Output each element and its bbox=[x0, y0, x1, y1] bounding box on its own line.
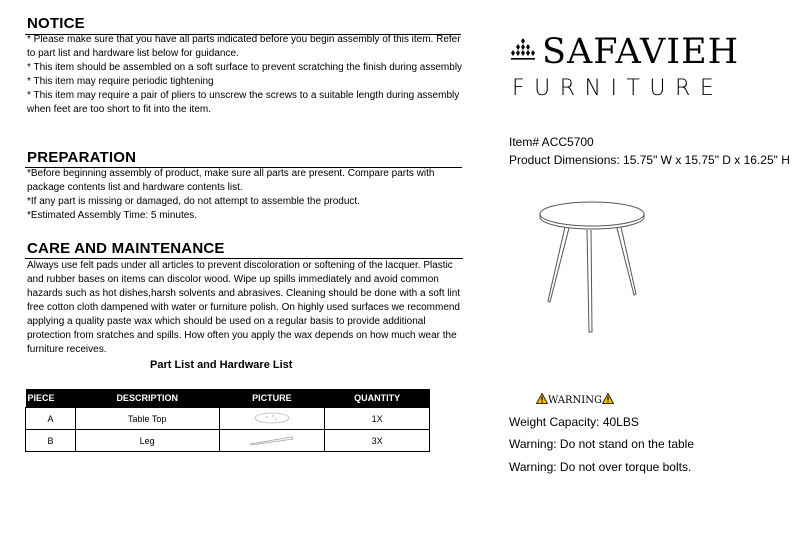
warning-no-overtorque: Warning: Do not over torque bolts. bbox=[509, 460, 692, 474]
parts-table bbox=[25, 389, 430, 452]
table-top-icon bbox=[252, 411, 292, 425]
quantity-cell: 3X bbox=[325, 430, 430, 452]
diamond-pattern-logo-icon bbox=[510, 38, 536, 62]
warning-heading bbox=[536, 393, 614, 406]
warning-triangle-icon bbox=[602, 393, 614, 404]
preparation-text bbox=[27, 167, 467, 223]
side-table-illustration bbox=[535, 198, 650, 338]
brand-name: SAFAVIEH bbox=[542, 32, 740, 72]
parts-table-header bbox=[26, 389, 430, 408]
preparation-line: *Estimated Assembly Time: 5 minutes. bbox=[27, 210, 198, 221]
notice-line: * This item may require a pair of pliers to unscrew the screws to a suitable length during assembly when feet are too short to fit into the item. bbox=[27, 90, 460, 115]
piece-cell: A bbox=[26, 408, 76, 430]
notice-title: NOTICE bbox=[27, 15, 85, 32]
weight-capacity: Weight Capacity: 40LBS bbox=[509, 415, 639, 429]
preparation-title: PREPARATION bbox=[27, 149, 137, 166]
care-title: CARE AND MAINTENANCE bbox=[27, 240, 225, 257]
brand-sub: FURNITURE bbox=[512, 76, 724, 101]
warning-no-stand: Warning: Do not stand on the table bbox=[509, 437, 695, 451]
parts-table-title: Part List and Hardware List bbox=[150, 359, 293, 371]
preparation-line: *Before beginning assembly of product, make sure all parts are present. Compare parts with package contents list and hardware contents list. bbox=[27, 168, 435, 193]
piece-cell: B bbox=[26, 430, 76, 452]
warning-heading-text: WARNING bbox=[548, 395, 602, 406]
col-header-quantity: QUANTITY bbox=[325, 389, 430, 408]
picture-cell bbox=[219, 430, 325, 452]
table-row bbox=[26, 430, 430, 452]
description-cell: Table Top bbox=[75, 408, 219, 430]
picture-cell bbox=[219, 408, 325, 430]
notice-line: * This item may require periodic tightening bbox=[27, 76, 214, 87]
col-header-description: DESCRIPTION bbox=[75, 389, 219, 408]
notice-line: * This item should be assembled on a soft surface to prevent scratching the finish during assembly bbox=[27, 62, 463, 73]
col-header-piece: PIECE bbox=[26, 389, 76, 408]
leg-icon bbox=[247, 433, 297, 447]
notice-line: * Please make sure that you have all parts indicated before you begin assembly of this item. Refer to part list and hardware list below for guidance. bbox=[27, 34, 461, 59]
care-paragraph: Always use felt pads under all articles to prevent discoloration or softening of the lacquer. Plastic and rubber bases on items can discolor wood. Wipe up spills immediately and avoid common hazards such as hot dishes,harsh solvents and abrasives. Cleaning should be done with a soft lint free cotton cloth dampened with water or furniture polish. On highly used surfaces we recommend applying a quality paste wax which should be used on a regular basis to provide additional protection from sratches and spills. How often you apply the wax depends on how much wear the furniture receives. bbox=[27, 260, 461, 355]
preparation-line: *If any part is missing or damaged, do not attempt to assemble the product. bbox=[27, 196, 360, 207]
table-row bbox=[26, 408, 430, 430]
quantity-cell: 1X bbox=[325, 408, 430, 430]
care-text bbox=[27, 259, 465, 357]
warning-triangle-icon bbox=[536, 393, 548, 404]
notice-text bbox=[27, 33, 467, 117]
col-header-picture: PICTURE bbox=[219, 389, 325, 408]
description-cell: Leg bbox=[75, 430, 219, 452]
product-dimensions: Product Dimensions: 15.75" W x 15.75" D x 16.25" H bbox=[509, 153, 790, 167]
item-number: Item# ACC5700 bbox=[509, 135, 594, 149]
